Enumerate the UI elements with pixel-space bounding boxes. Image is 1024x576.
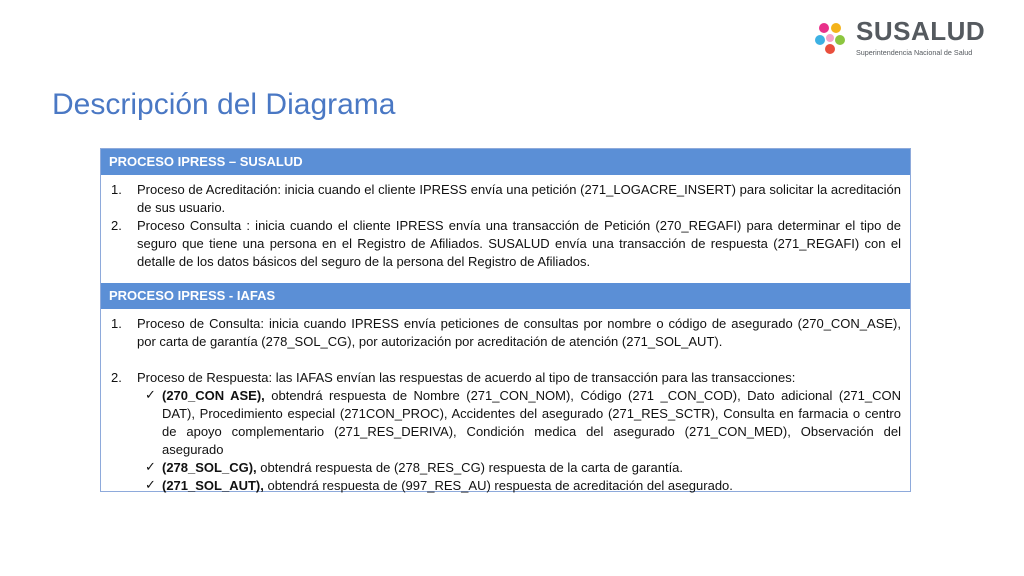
transaction-code: (271_SOL_AUT), [162, 478, 264, 493]
item-number: 2. [111, 370, 122, 385]
spacer [109, 351, 901, 369]
transaction-code: (278_SOL_CG), [162, 460, 257, 475]
section-body-ipress-iafas [101, 309, 910, 491]
list-item [109, 217, 901, 271]
item-number: 1. [111, 182, 122, 197]
sub-item [109, 477, 901, 495]
list-item [109, 369, 901, 387]
list-item [109, 315, 901, 351]
sub-item-text: obtendrá respuesta de (278_RES_CG) respuesta de la carta de garantía. [256, 460, 684, 475]
process-table [100, 148, 911, 492]
sub-item-text: obtendrá respuesta de (997_RES_AU) respuesta de acreditación del asegurado. [263, 478, 733, 493]
item-text: Proceso Consulta : inicia cuando el cliente IPRESS envía una transacción de Petición (270_REGAFI) para determinar el tipo de seguro que tiene una persona en el Registro de Afiliados. SUSALUD envía una transacción de respuesta (271_REGAFI) con el detalle de los datos básicos del seguro de la persona del Registro de Afiliados. [137, 218, 901, 269]
item-text: Proceso de Consulta: inicia cuando IPRESS envía peticiones de consultas por nombre o código de asegurado (270_CON_ASE), por carta de garantía (278_SOL_CG), por autorización por acreditación de atención (271_SOL_AUT). [137, 316, 901, 349]
logo-name: SUSALUD [856, 16, 986, 46]
section-header-ipress-iafas: PROCESO IPRESS - IAFAS [101, 283, 910, 309]
item-text: Proceso de Acreditación: inicia cuando el cliente IPRESS envía una petición (271_LOGACRE_INSERT) para solicitar la acreditación de sus usuario. [137, 182, 901, 215]
sub-item [109, 459, 901, 477]
item-number: 2. [111, 218, 122, 233]
susalud-logo [812, 16, 992, 60]
section-header-ipress-susalud: PROCESO IPRESS – SUSALUD [101, 149, 910, 175]
item-number: 1. [111, 316, 122, 331]
sub-item-text: obtendrá respuesta de Nombre (271_CON_NOM), Código (271 _CON_COD), Dato adicional (271_CON DAT), Procedimiento especial (271CON_PROC), Accidentes del asegurado (271_RES_SCTR), Consulta en farmacia o centro de apoyo complementario (271_RES_DERIVA), Condición medica del asegurado (271_CON_MED), Observación del asegurado [162, 388, 902, 457]
susalud-flower-icon [812, 20, 848, 56]
sub-item [109, 387, 901, 459]
checkmark-icon: ✓ [145, 460, 156, 475]
page-title: Descripción del Diagrama [52, 88, 396, 121]
section-body-ipress-susalud [101, 175, 910, 283]
transaction-code: (270_CON ASE), [162, 388, 265, 403]
logo-subtitle: Superintendencia Nacional de Salud [856, 48, 973, 57]
checkmark-icon: ✓ [145, 478, 156, 493]
checkmark-icon: ✓ [145, 388, 156, 403]
list-item [109, 181, 901, 217]
item-text: Proceso de Respuesta: las IAFAS envían las respuestas de acuerdo al tipo de transacción para las transacciones: [137, 370, 796, 385]
